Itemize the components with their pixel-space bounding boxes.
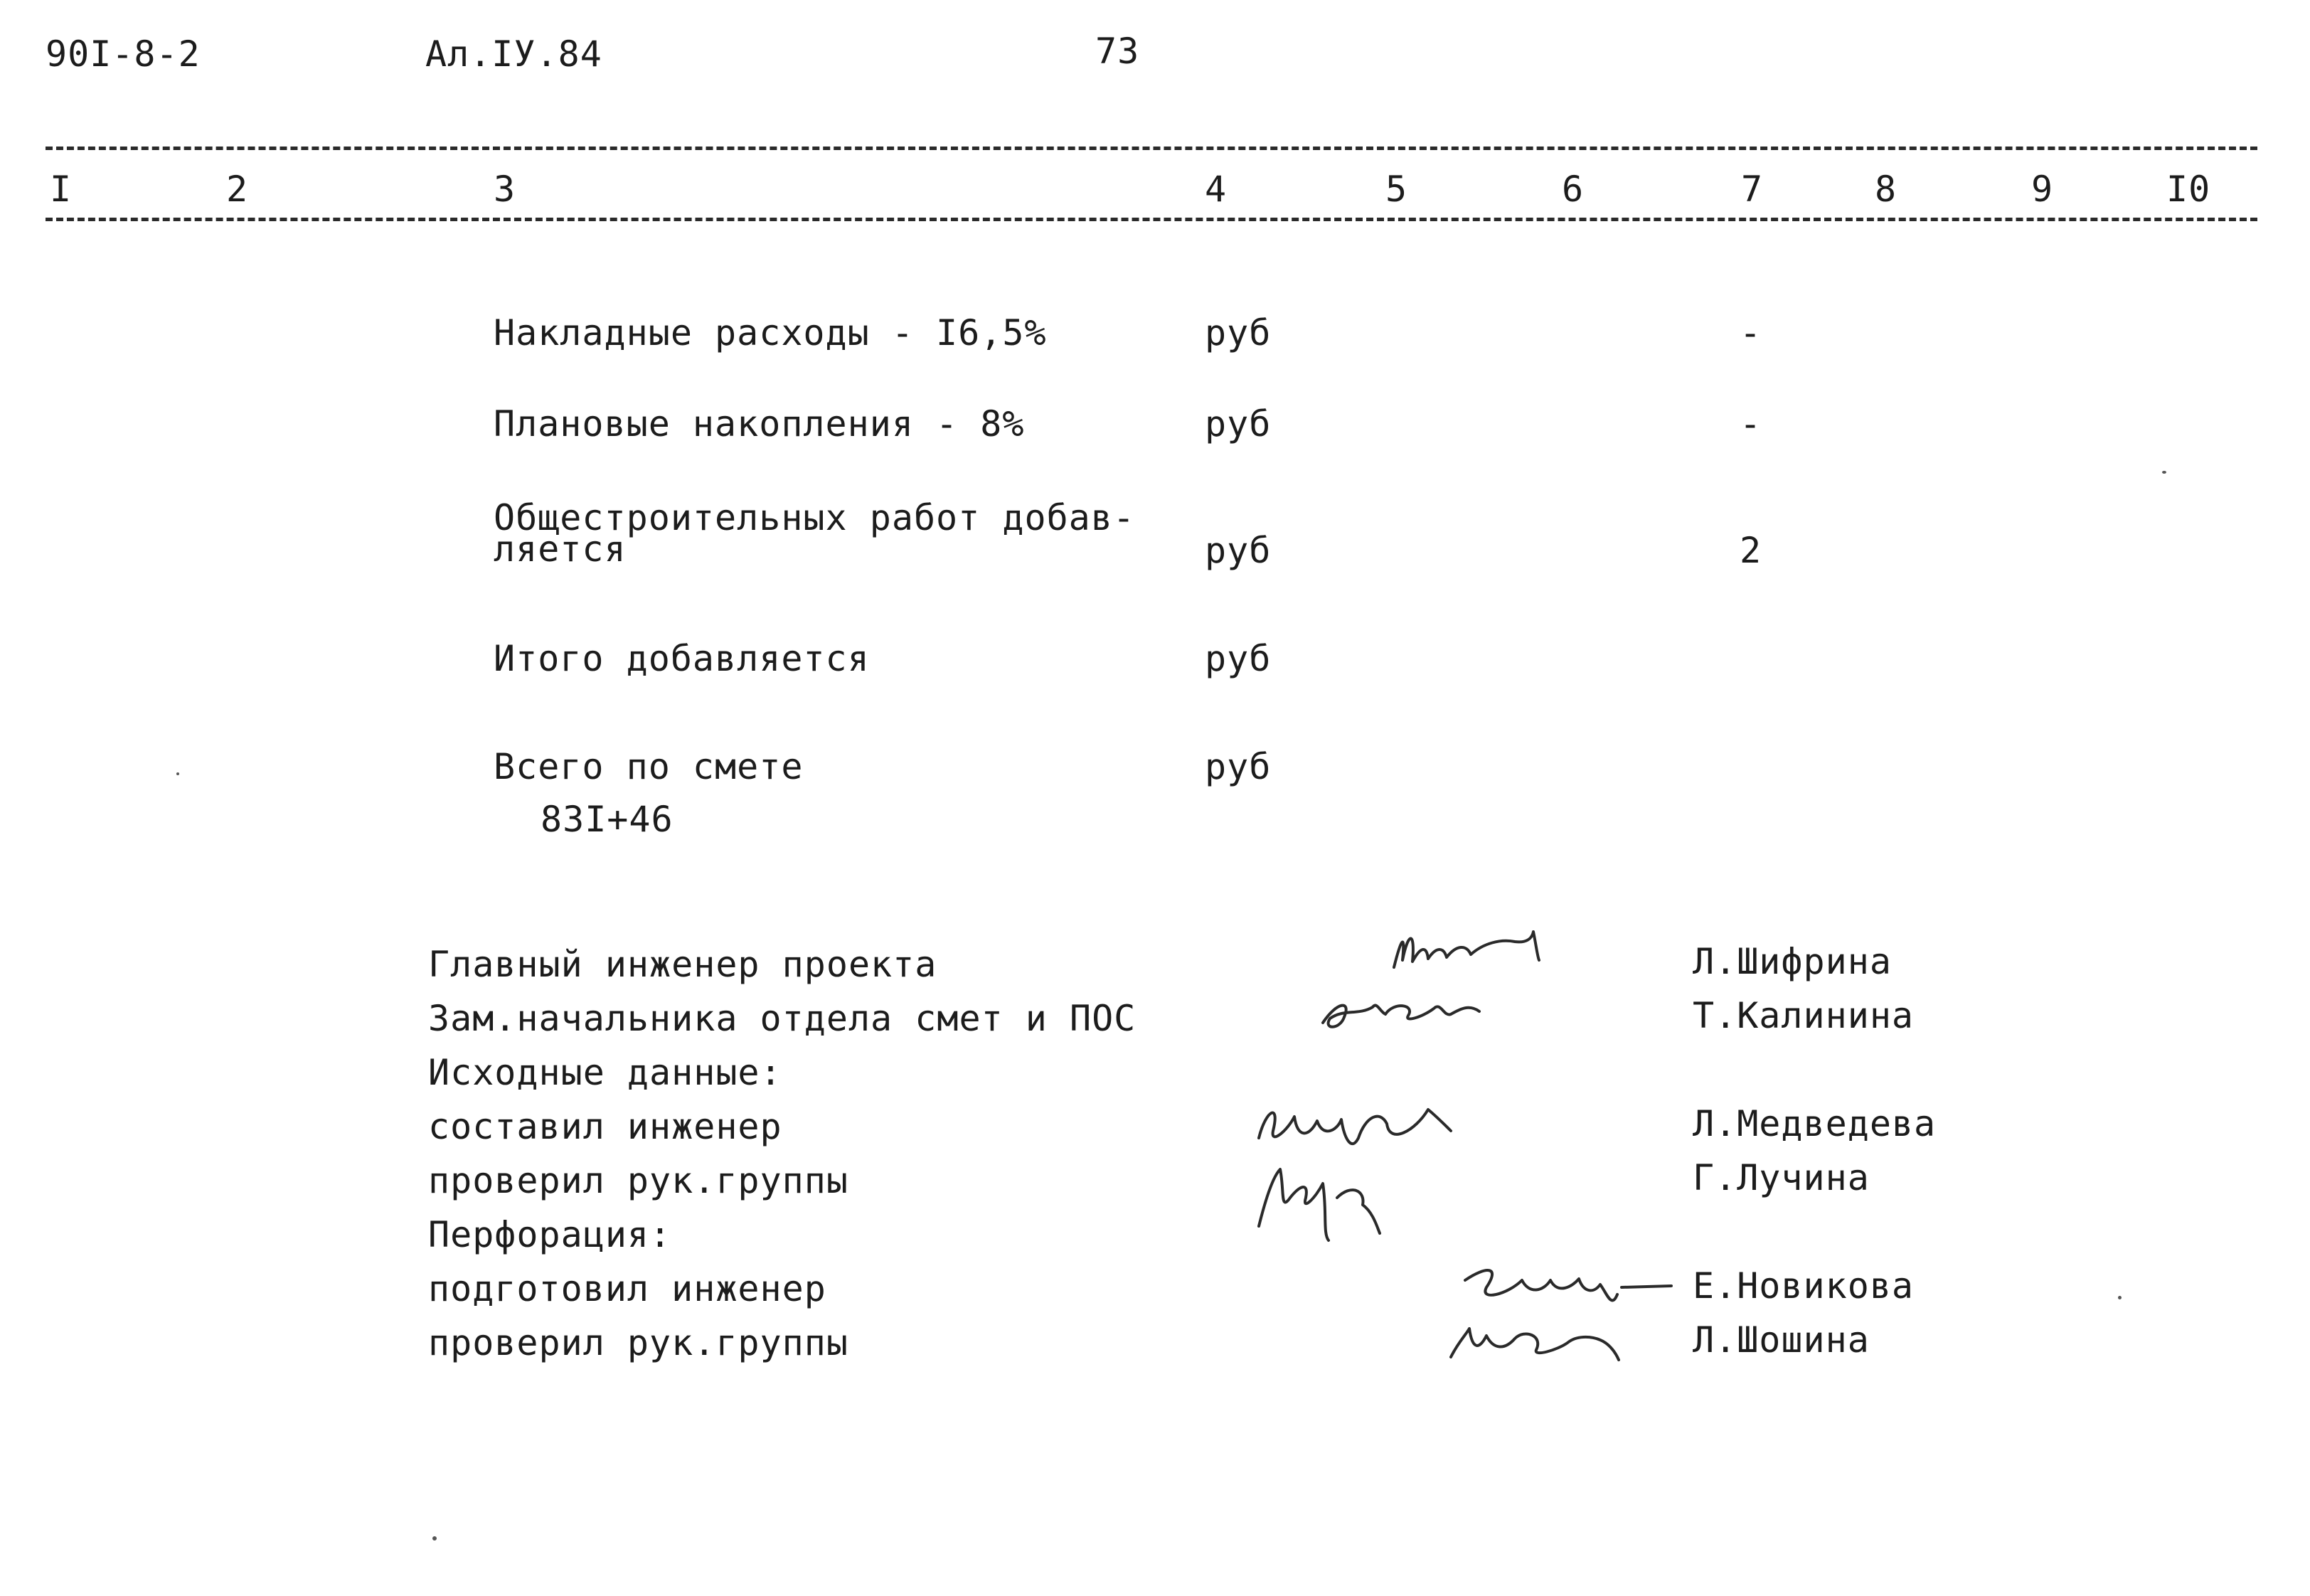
scan-speck: [2118, 1296, 2122, 1299]
handwritten-signature-deputy-head: [1309, 980, 1536, 1044]
signature-title-compiled-by: составил инженер: [428, 1106, 782, 1147]
column-header-5: 5: [1385, 169, 1408, 210]
scan-speck: [432, 1536, 437, 1541]
row-total-added-label: Итого добавляется: [494, 638, 870, 679]
signature-name-checked-by-2: Л.Шошина: [1693, 1319, 1870, 1361]
row-general-works-label-line1: Общестроительных работ добав-: [494, 497, 1135, 538]
row-estimate-total-sub: 83I+46: [541, 799, 674, 840]
signature-name-deputy-head: Т.Калинина: [1693, 995, 1915, 1036]
row-planned-savings-unit: руб: [1205, 403, 1272, 445]
row-estimate-total-label: Всего по смете: [494, 746, 804, 787]
handwritten-signature-checked-by: [1238, 1155, 1408, 1247]
row-general-works-col7: 2: [1740, 530, 1762, 571]
signature-title-prepared-by: подготовил инженер: [428, 1268, 826, 1309]
signature-title-chief-engineer: Главный инженер проекта: [428, 944, 937, 985]
column-header-2: 2: [226, 169, 249, 210]
handwritten-signature-checked-by-2: [1437, 1307, 1650, 1371]
signature-name-checked-by: Г.Лучина: [1693, 1157, 1870, 1198]
row-general-works-label-line2: ляется: [494, 528, 627, 570]
signature-name-compiled-by: Л.Медведева: [1693, 1103, 1937, 1144]
column-header-6: 6: [1562, 169, 1585, 210]
row-total-added-unit: руб: [1205, 638, 1272, 679]
row-planned-savings-col7: -: [1740, 403, 1762, 445]
table-bottom-rule: [46, 218, 2257, 221]
scan-speck: [2162, 471, 2166, 474]
row-planned-savings-label: Плановые накопления - 8%: [494, 403, 1025, 445]
column-header-8: 8: [1875, 169, 1897, 210]
scan-speck: [176, 772, 179, 775]
signature-name-chief-engineer: Л.Шифрина: [1693, 941, 1892, 982]
column-header-3: 3: [494, 169, 516, 210]
row-general-works-unit: руб: [1205, 530, 1272, 571]
signature-title-checked-by: проверил рук.группы: [428, 1160, 848, 1201]
signature-title-checked-by-2: проверил рук.группы: [428, 1322, 848, 1363]
row-estimate-total-unit: руб: [1205, 746, 1272, 787]
signature-name-prepared-by: Е.Новикова: [1693, 1265, 1915, 1307]
handwritten-signature-prepared-by: [1444, 1252, 1678, 1316]
column-header-1: I: [50, 169, 73, 210]
doc-code: 90I-8-2: [46, 33, 201, 75]
signature-title-source-data: Исходные данные:: [428, 1052, 782, 1093]
row-overhead-label: Накладные расходы - I6,5%: [494, 312, 1047, 353]
column-header-7: 7: [1741, 169, 1764, 210]
page-number: 73: [1095, 31, 1140, 72]
column-header-9: 9: [2031, 169, 2054, 210]
row-overhead-unit: руб: [1205, 312, 1272, 353]
table-top-rule: [46, 147, 2257, 150]
signature-title-deputy-head: Зам.начальника отдела смет и ПОС: [428, 998, 1137, 1039]
column-header-4: 4: [1205, 169, 1228, 210]
signature-title-perforation: Перфорация:: [428, 1214, 672, 1255]
row-overhead-col7: -: [1740, 312, 1762, 353]
album-number: Ал.IУ.84: [425, 33, 602, 75]
column-header-10: I0: [2166, 169, 2211, 210]
